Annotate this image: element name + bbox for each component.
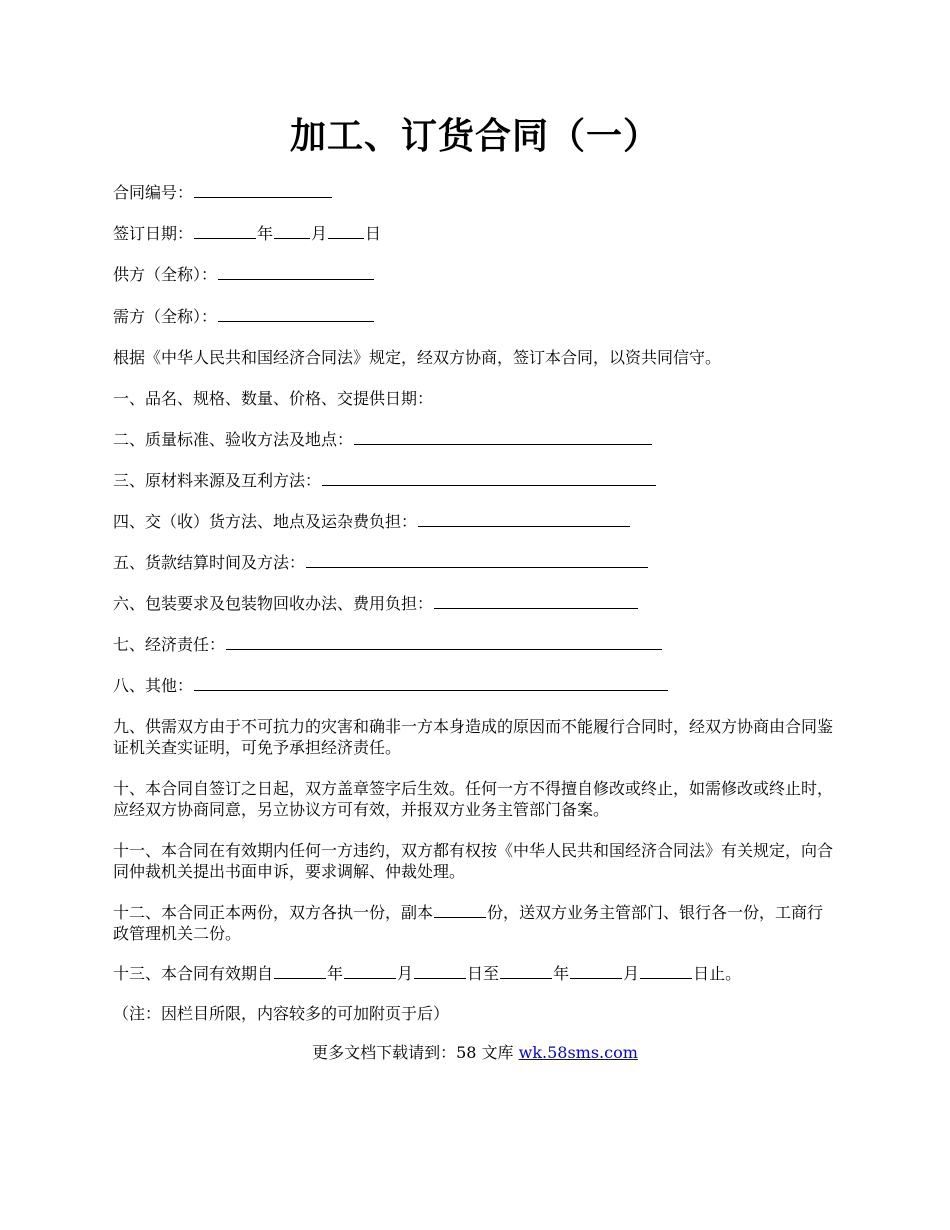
sign-year-label: 年 [257, 224, 274, 243]
document-title: 加工、订货合同（一） [289, 115, 660, 157]
clause-2-blank[interactable] [354, 429, 652, 445]
end-day-blank[interactable] [640, 963, 692, 979]
copies-blank[interactable] [434, 902, 486, 918]
clause-8-label: 八、其他： [113, 676, 194, 695]
clause-8 [113, 675, 843, 696]
start-year-label: 年 [327, 964, 344, 983]
sign-date-label: 签订日期： [113, 224, 194, 243]
footer-link[interactable]: wk.58sms.com [518, 1043, 638, 1062]
clause-12 [113, 902, 839, 944]
clause-9: 九、供需双方由于不可抗力的灾害和确非一方本身造成的原因而不能履行合同时，经双方协商由合同鉴证机关查实证明，可免予承担经济责任。 [113, 717, 834, 757]
clause-3-label: 三、原材料来源及互利方法： [113, 471, 322, 490]
clause-4 [113, 511, 843, 532]
clause-7-blank[interactable] [226, 634, 662, 650]
supplier-blank[interactable] [218, 264, 374, 280]
sign-month-label: 月 [311, 224, 328, 243]
clause-2 [113, 429, 843, 450]
buyer-blank[interactable] [218, 306, 374, 322]
end-year-label: 年 [553, 964, 570, 983]
clause-3 [113, 470, 843, 491]
end-day-label: 日止。 [693, 964, 742, 983]
buyer-field [113, 306, 843, 327]
start-year-blank[interactable] [274, 963, 326, 979]
clause-6-label: 六、包装要求及包装物回收办法、费用负担： [113, 594, 434, 613]
start-day-blank[interactable] [414, 963, 466, 979]
footer [0, 1042, 950, 1064]
sign-month-blank[interactable] [274, 223, 310, 239]
clause-5-label: 五、货款结算时间及方法： [113, 553, 306, 572]
clause-12-label-a: 十二、本合同正本两份，双方各执一份，副本 [113, 903, 434, 922]
end-month-label: 月 [623, 964, 640, 983]
intro-paragraph: 根据《中华人民共和国经济合同法》规定，经双方协商，签订本合同，以资共同信守。 [113, 348, 722, 367]
sign-date-field [113, 223, 843, 244]
buyer-label: 需方（全称）： [113, 307, 218, 326]
clause-10: 十、本合同自签订之日起，双方盖章签字后生效。任何一方不得擅自修改或终止，如需修改或终止时，应经双方协商同意，另立协议方可有效，并报双方业务主管部门备案。 [113, 779, 834, 819]
clause-4-blank[interactable] [418, 511, 630, 527]
clause-11: 十一、本合同在有效期内任何一方违约，双方都有权按《中华人民共和国经济合同法》有关规定，向合同仲裁机关提出书面申诉，要求调解、仲裁处理。 [113, 841, 834, 881]
end-year-blank[interactable] [500, 963, 552, 979]
supplier-field [113, 264, 843, 285]
start-month-blank[interactable] [344, 963, 396, 979]
start-day-to-label: 日至 [467, 964, 500, 983]
contract-number-blank[interactable] [194, 182, 332, 198]
contract-number-label: 合同编号： [113, 183, 194, 202]
note-text: （注：因栏目所限，内容较多的可加附页于后） [113, 1004, 450, 1023]
sign-day-label: 日 [365, 224, 382, 243]
clause-6-blank[interactable] [434, 593, 638, 609]
sign-day-blank[interactable] [328, 223, 364, 239]
clause-7-label: 七、经济责任： [113, 635, 226, 654]
contract-number-field [113, 182, 843, 203]
clause-13-label: 十三、本合同有效期自 [113, 964, 274, 983]
supplier-label: 供方（全称）： [113, 265, 218, 284]
clause-1: 一、品名、规格、数量、价格、交提供日期： [113, 389, 434, 408]
clause-5-blank[interactable] [306, 552, 648, 568]
clause-5 [113, 552, 843, 573]
clause-12-label-b: 份，送双方业务主管部门、银行各一份，工商行政管理机关二份。 [113, 903, 824, 943]
clause-2-label: 二、质量标准、验收方法及地点： [113, 430, 354, 449]
sign-year-blank[interactable] [194, 223, 256, 239]
clause-7 [113, 634, 843, 655]
clause-8-blank[interactable] [194, 675, 668, 691]
clause-3-blank[interactable] [322, 470, 656, 486]
clause-4-label: 四、交（收）货方法、地点及运杂费负担： [113, 512, 418, 531]
clause-13 [113, 963, 843, 984]
start-month-label: 月 [397, 964, 414, 983]
end-month-blank[interactable] [570, 963, 622, 979]
footer-text: 更多文档下载请到：58 文库 [312, 1043, 519, 1062]
clause-6 [113, 593, 843, 614]
